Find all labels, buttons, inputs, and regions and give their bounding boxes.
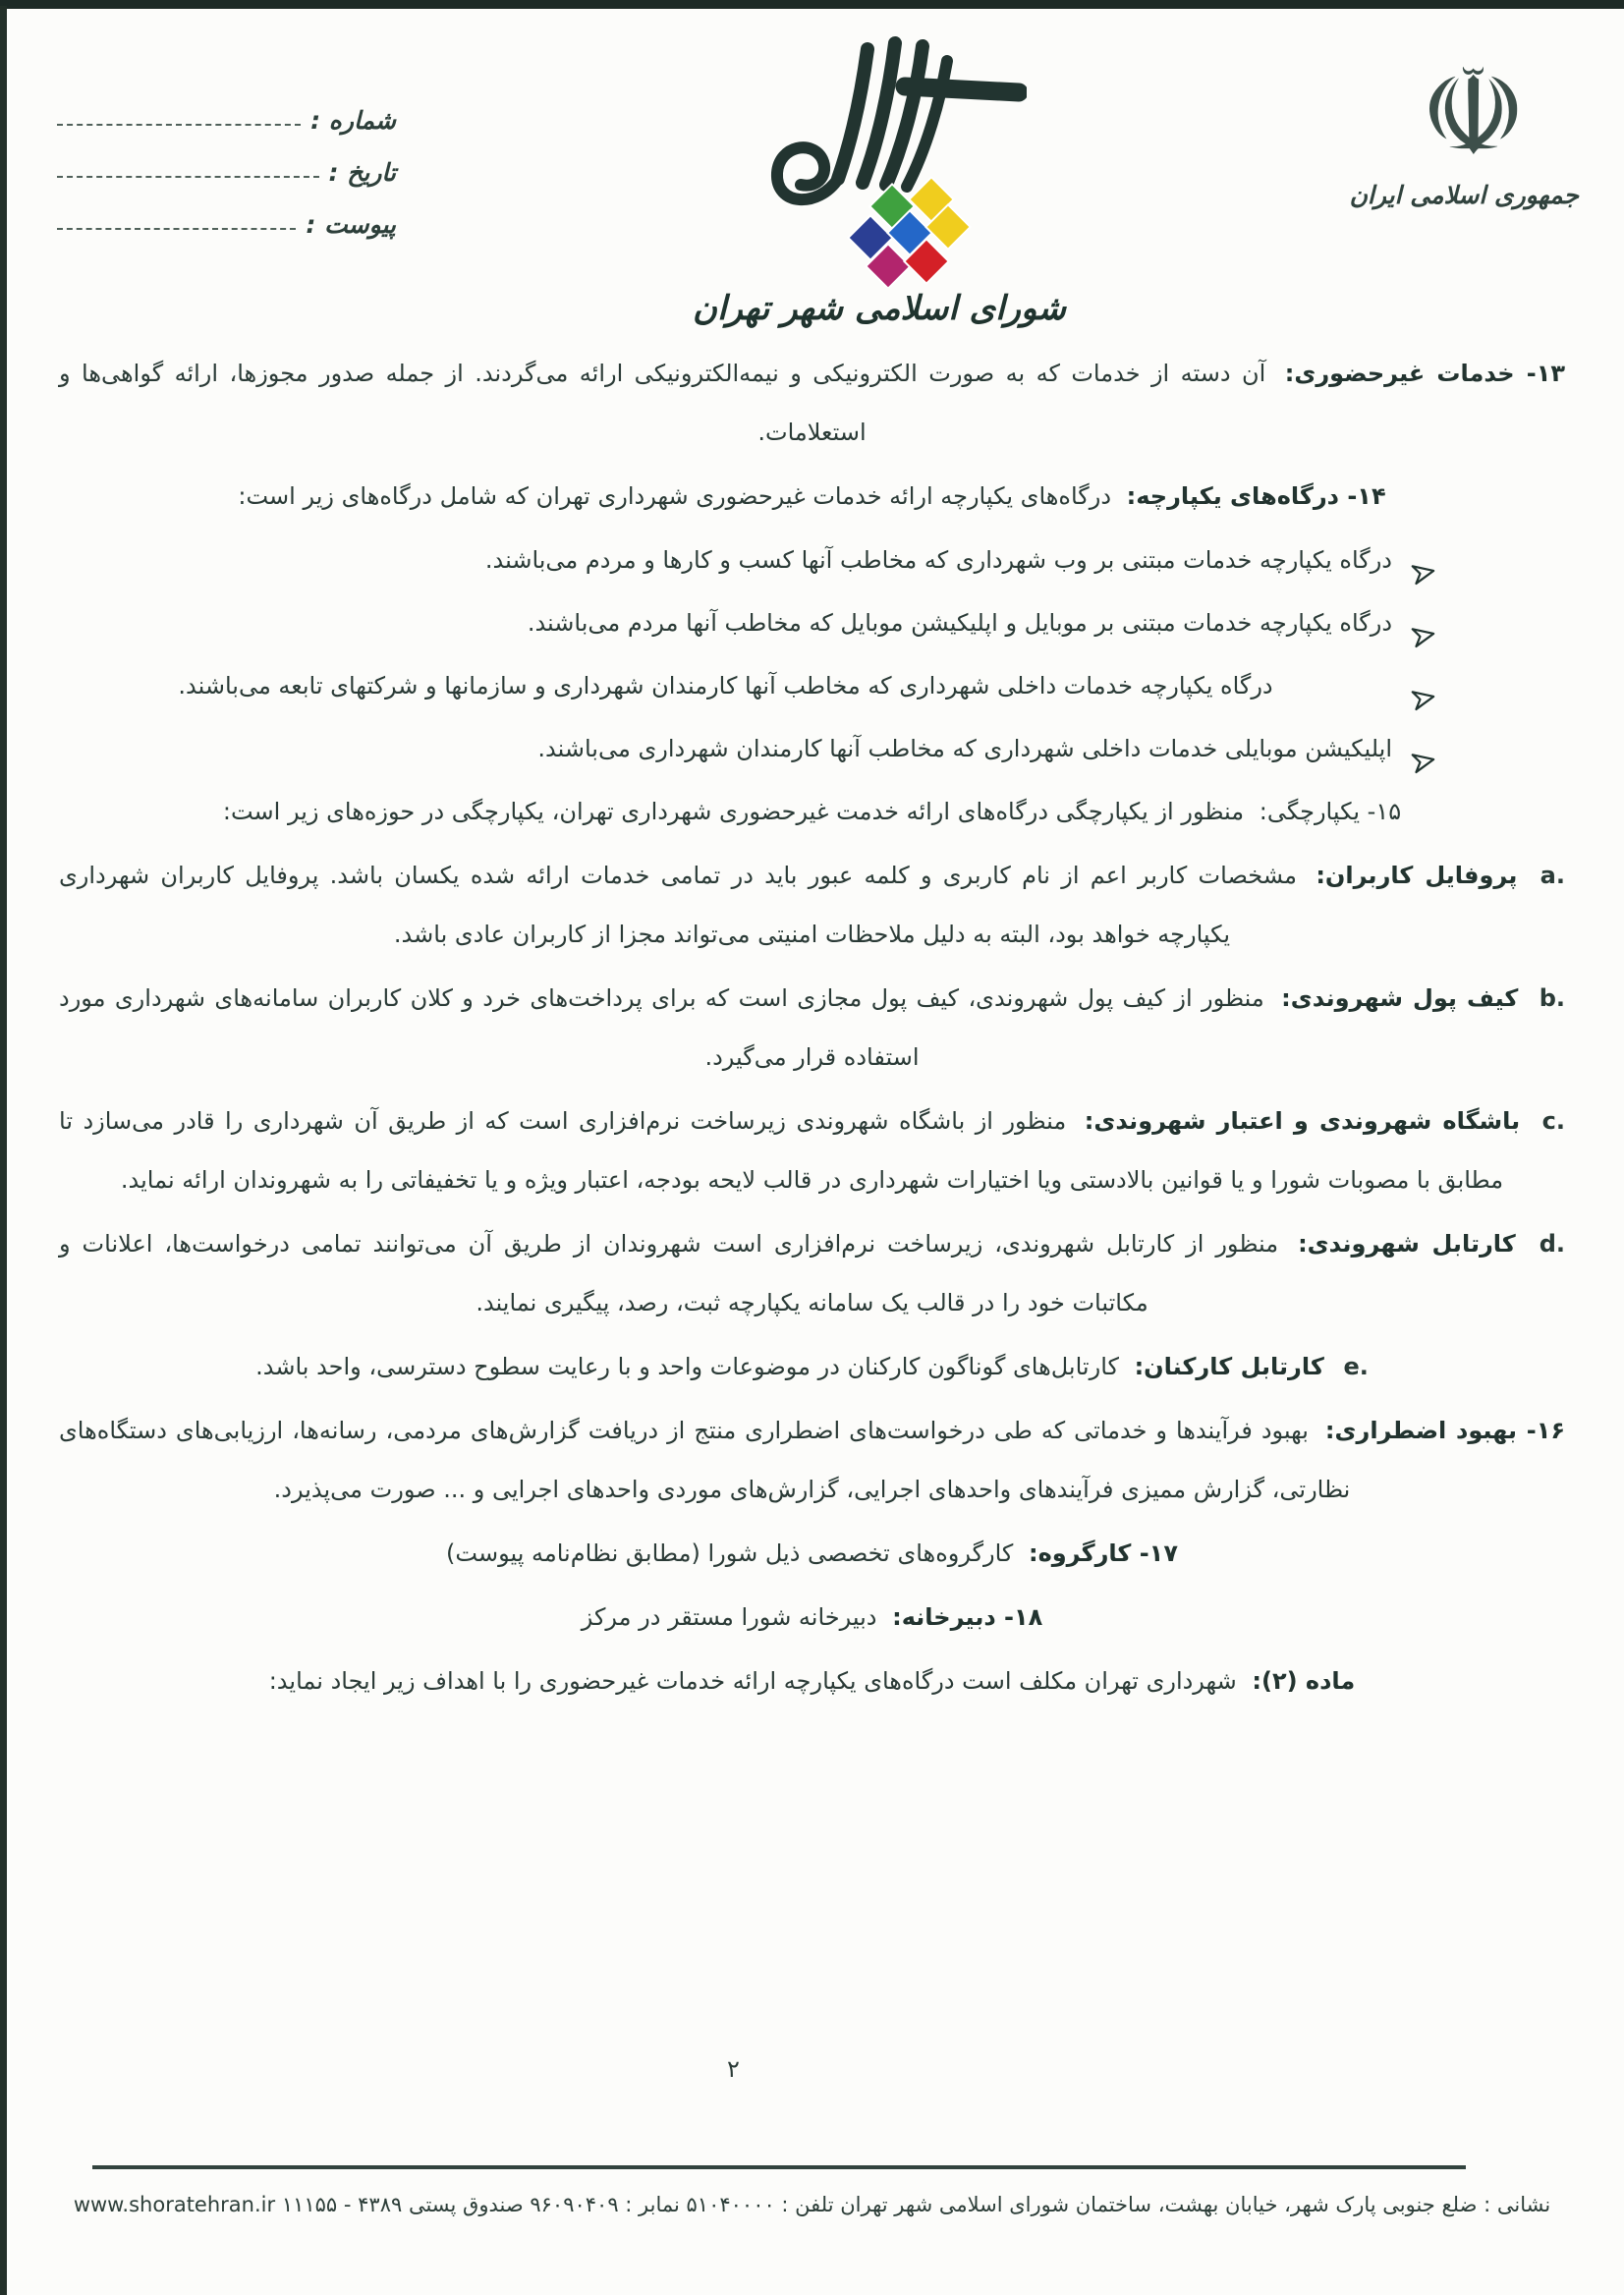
footer-divider: [92, 2165, 1466, 2169]
national-emblem-icon: ☫: [1419, 43, 1528, 183]
number-field-label: شماره :: [310, 106, 396, 135]
item-13-text: آن دسته از خدمات که به صورت الکترونیکی و نیمه‌الکترونیکی ارائه می‌گردند. از جمله صدور مجوزها، ارائه گواهی‌ها و استعلامات.: [59, 360, 1266, 446]
sub-a-letter: a.: [1540, 862, 1565, 889]
sub-b-term: کیف پول شهروندی:: [1281, 984, 1519, 1012]
item-18-term: ۱۸- دبیرخانه:: [892, 1603, 1043, 1631]
list-item: [59, 593, 1439, 652]
sub-d-text: منظور از کارتابل شهروندی، زیرساخت نرم‌افزاری است شهروندان از طریق آن می‌توانند تمامی درخواست‌ها، اعلانات و مکاتبات خود را در قالب یک سامانه یکپارچه ثبت، رصد، پیگیری نمایند.: [59, 1230, 1279, 1316]
item-15-text: منظور از یکپارچگی درگاه‌های ارائه خدمت غیرحضوری شهرداری تهران، یکپارچگی در حوزه‌های زیر است:: [222, 798, 1245, 825]
paragraph-item-18: [59, 1588, 1565, 1647]
article-2-text: شهرداری تهران مکلف است درگاه‌های یکپارچه ارائه خدمات غیرحضوری را با اهداف زیر ایجاد نماید:: [268, 1667, 1237, 1695]
item-15-term: ۱۵- یکپارچگی:: [1259, 798, 1402, 825]
number-field-blank-line: [57, 124, 301, 126]
item-16-term: ۱۶- بهبود اضطراری:: [1324, 1417, 1565, 1444]
date-field-label: تاریخ :: [328, 158, 396, 187]
reference-fields: [57, 94, 396, 251]
attachment-field-row: [57, 198, 396, 251]
document-body: [59, 344, 1565, 1715]
council-logo-diamonds: [848, 177, 970, 287]
national-emblem-block: [1349, 43, 1579, 210]
sub-c-text: منظور از باشگاه شهروندی زیرساخت نرم‌افزاری است که از طریق آن شهرداری را قادر می‌سازد تا مطابق با مصوبات شورا و یا قوانین بالادستی ویا اختیارات شهرداری در قالب لایحه بودجه، اعتبار ویژه و یا تخفیفاتی را به شهروندان ارائه نماید.: [59, 1107, 1504, 1194]
scan-artifact-top-edge: [0, 0, 1624, 9]
date-field-blank-line: [57, 176, 319, 178]
paragraph-item-15: [59, 782, 1565, 841]
sub-c-letter: c.: [1541, 1107, 1565, 1135]
council-logo-block: [678, 29, 1081, 328]
scan-artifact-left-edge: [0, 6, 7, 2295]
sub-a-term: پروفایل کاربران:: [1316, 862, 1518, 889]
sub-e-term: کارتابل کارکنان:: [1134, 1353, 1324, 1380]
sub-a-text: مشخصات کاربر اعم از نام کاربری و کلمه عبور باید در تمامی خدمات ارائه شده یکسان باشد. پروفایل کاربران شهرداری یکپارچه خواهد بود، البته به دلیل ملاحظات امنیتی می‌تواند مجزا از کاربران عادی باشد.: [59, 862, 1298, 948]
item-17-term: ۱۷- کارگروه:: [1029, 1539, 1178, 1567]
footer-address: نشانی : ضلع جنوبی پارک شهر، خیابان بهشت، ساختمان شورای اسلامی شهر تهران تلفن : ۵۱۰۴۰۰۰۰ نمابر : ۹۶۰۹۰۴۰۹ صندوق پستی ۴۳۸۹ - ۱۱۱۵۵ www.shoratehran.ir: [73, 2193, 1551, 2216]
attachment-field-blank-line: [57, 228, 296, 230]
council-logo-calligraphy: [777, 43, 1019, 199]
list-item-text: اپلیکیشن موبایلی خدمات داخلی شهرداری که مخاطب آنها کارمندان شهرداری می‌باشند.: [537, 735, 1392, 762]
paragraph-sub-e: [59, 1337, 1565, 1396]
list-item: [59, 656, 1439, 715]
council-logo-caption: شورای اسلامی شهر تهران: [692, 289, 1067, 328]
list-item: [59, 719, 1439, 778]
sub-c-term: باشگاه شهروندی و اعتبار شهروندی:: [1084, 1107, 1521, 1135]
sub-d-letter: d.: [1539, 1230, 1566, 1258]
paragraph-sub-b: [59, 969, 1565, 1087]
sub-d-term: کارتابل شهروندی:: [1298, 1230, 1516, 1258]
item-17-text: کارگروه‌های تخصصی ذیل شورا (مطابق نظام‌نامه پیوست): [446, 1539, 1014, 1567]
sub-b-letter: b.: [1539, 984, 1565, 1012]
item-13-term: ۱۳- خدمات غیرحضوری:: [1284, 360, 1565, 387]
paragraph-sub-c: [59, 1092, 1565, 1209]
paragraph-item-14: [59, 467, 1565, 526]
paragraph-sub-d: [59, 1214, 1565, 1332]
date-field-row: [57, 146, 396, 198]
item-14-term: ۱۴- درگاه‌های یکپارچه:: [1126, 482, 1386, 510]
portal-bullet-list: [59, 531, 1439, 778]
sub-e-text: کارتابل‌های گوناگون کارکنان در موضوعات واحد و با رعایت سطوح دسترسی، واحد باشد.: [255, 1353, 1119, 1380]
item-18-text: دبیرخانه شورا مستقر در مرکز: [581, 1603, 877, 1631]
page-number: ۲: [727, 2055, 740, 2083]
list-item-text: درگاه یکپارچه خدمات داخلی شهرداری که مخاطب آنها کارمندان شهرداری و سازمانها و شرکتهای تابعه می‌باشند.: [178, 672, 1273, 700]
paragraph-item-13: [59, 344, 1565, 462]
paragraph-sub-a: [59, 846, 1565, 964]
council-logo-icon: [732, 29, 1027, 287]
sub-b-text: منظور از کیف پول شهروندی، کیف پول مجازی است که برای پرداخت‌های خرد و کلان کاربران سامانه‌های شهرداری مورد استفاده قرار می‌گیرد.: [59, 984, 1264, 1071]
list-item-text: درگاه یکپارچه خدمات مبتنی بر موبایل و اپلیکیشن موبایل که مخاطب آنها مردم می‌باشند.: [527, 609, 1392, 637]
paragraph-item-16: [59, 1401, 1565, 1519]
number-field-row: [57, 94, 396, 146]
item-16-text: بهبود فرآیندها و خدماتی که طی درخواست‌های اضطراری منتج از دریافت گزارش‌های مردمی، رسانه‌ها، ارزیابی‌های دستگاه‌های نظارتی، گزارش ممیزی فرآیندهای واحدهای اجرایی، گزارش‌های موردی واحدهای اجرایی و ... صورت می‌پذیرد.: [59, 1417, 1351, 1503]
item-14-text: درگاه‌های یکپارچه ارائه خدمات غیرحضوری شهرداری تهران که شامل درگاه‌های زیر است:: [238, 482, 1112, 510]
attachment-field-label: پیوست :: [306, 210, 396, 239]
list-item: [59, 531, 1439, 589]
paragraph-item-17: [59, 1524, 1565, 1583]
article-2-term: ماده (۲):: [1252, 1667, 1356, 1695]
national-emblem-caption: جمهوری اسلامی ایران: [1349, 181, 1579, 210]
paragraph-article-2: [59, 1651, 1565, 1710]
sub-e-letter: e.: [1343, 1353, 1369, 1380]
list-item-text: درگاه یکپارچه خدمات مبتنی بر وب شهرداری که مخاطب آنها کسب و کارها و مردم می‌باشند.: [484, 546, 1392, 574]
